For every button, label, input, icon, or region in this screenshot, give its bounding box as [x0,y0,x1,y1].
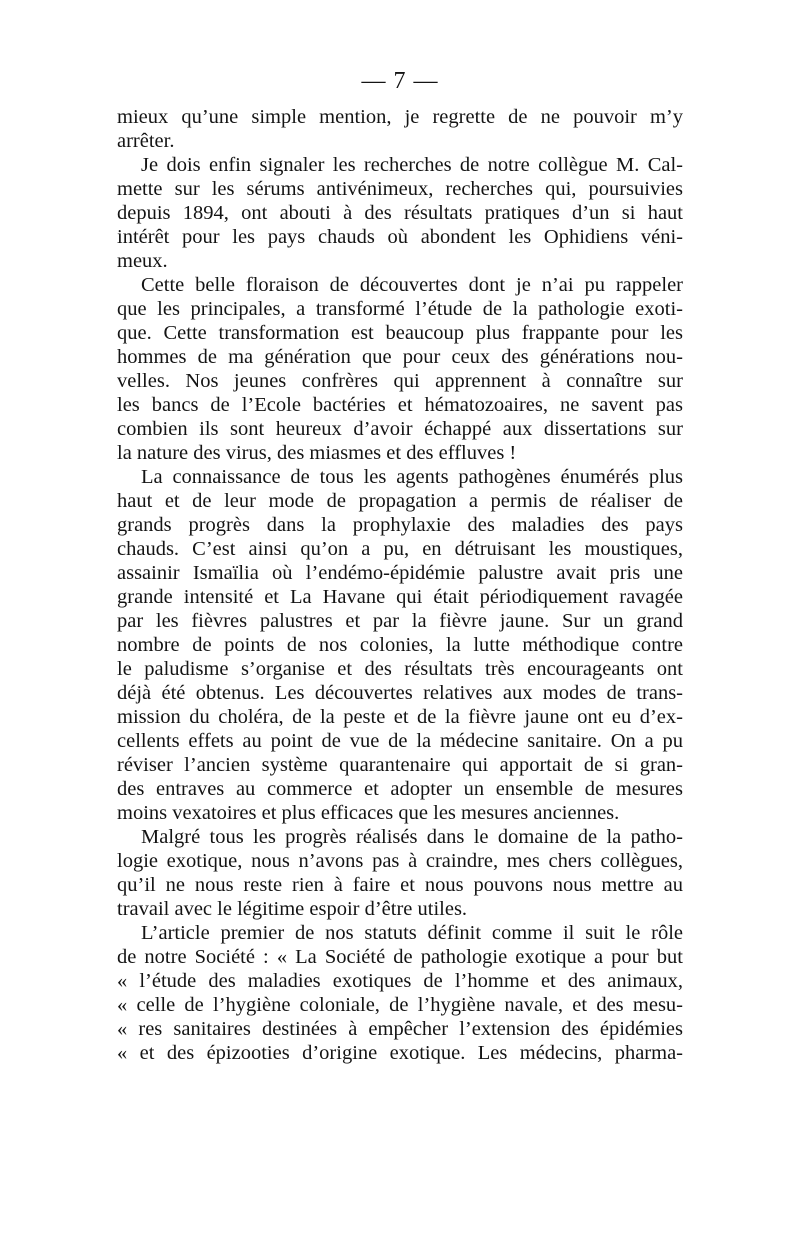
page-number: — 7 — [361,68,439,94]
text-line: travail avec le légitime espoir d’être utiles. [117,898,468,920]
text-line: velles. Nos jeunes confrères qui apprennent à connaître sur [117,370,683,392]
text-line: combien ils sont heureux d’avoir échappé aux dissertations sur [117,418,683,440]
text-line: « et des épizooties d’origine exotique. Les médecins, pharma- [117,1042,683,1064]
text-line: « res sanitaires destinées à empêcher l’extension des épidémies [117,1018,683,1040]
text-line: de notre Société : « La Société de pathologie exotique a pour but [117,946,683,968]
text-line: des entraves au commerce et adopter un ensemble de mesures [117,778,683,800]
text-line: réviser l’ancien système quarantenaire qui apportait de si gran- [117,754,683,776]
text-line: haut et de leur mode de propagation a permis de réaliser de [117,490,683,512]
text-line: les bancs de l’Ecole bactéries et hématozoaires, ne savent pas [117,394,683,416]
text-line: mission du choléra, de la peste et de la fièvre jaune ont eu d’ex- [117,706,683,728]
text-line: L’article premier de nos statuts définit comme il suit le rôle [141,922,683,944]
text-line: Je dois enfin signaler les recherches de notre collègue M. Cal- [141,154,683,176]
text-line: logie exotique, nous n’avons pas à craindre, mes chers collègues, [117,850,683,872]
text-line: hommes de ma génération que pour ceux des générations nou- [117,346,683,368]
text-line: « celle de l’hygiène coloniale, de l’hygiène navale, et des mesu- [117,994,683,1016]
text-line: intérêt pour les pays chauds où abondent les Ophidiens véni- [117,226,683,248]
text-line: mette sur les sérums antivénimeux, recherches qui, poursuivies [117,178,683,200]
text-line: La connaissance de tous les agents pathogènes énumérés plus [141,466,683,488]
text-line: le paludisme s’organise et des résultats très encourageants ont [117,658,683,680]
text-line: Malgré tous les progrès réalisés dans le domaine de la patho- [141,826,683,848]
text-line: que. Cette transformation est beaucoup plus frappante pour les [117,322,683,344]
text-line: cellents effets au point de vue de la médecine sanitaire. On a pu [117,730,683,752]
text-line: chauds. C’est ainsi qu’on a pu, en détruisant les moustiques, [117,538,683,560]
text-line: « l’étude des maladies exotiques de l’homme et des animaux, [117,970,683,992]
text-line: grands progrès dans la prophylaxie des maladies des pays [117,514,683,536]
text-line: mieux qu’une simple mention, je regrette de ne pouvoir m’y [117,106,683,128]
text-line: que les principales, a transformé l’étude de la pathologie exoti- [117,298,683,320]
text-line: la nature des virus, des miasmes et des effluves ! [117,442,517,464]
text-line: déjà été obtenus. Les découvertes relatives aux modes de trans- [117,682,683,704]
text-line: arrêter. [117,130,175,152]
text-line: nombre de points de nos colonies, la lutte méthodique contre [117,634,683,656]
text-line: depuis 1894, ont abouti à des résultats pratiques d’un si haut [117,202,683,224]
text-line: grande intensité et La Havane qui était périodiquement ravagée [117,586,683,608]
text-line: assainir Ismaïlia où l’endémo-épidémie palustre avait pris une [117,562,683,584]
text-line: par les fièvres palustres et par la fièvre jaune. Sur un grand [117,610,683,632]
body-text [117,105,683,1065]
text-line: Cette belle floraison de découvertes dont je n’ai pu rappeler [141,274,683,296]
text-line: qu’il ne nous reste rien à faire et nous pouvons nous mettre au [117,874,683,896]
text-line: moins vexatoires et plus efficaces que les mesures anciennes. [117,802,620,824]
text-line: meux. [117,250,168,272]
